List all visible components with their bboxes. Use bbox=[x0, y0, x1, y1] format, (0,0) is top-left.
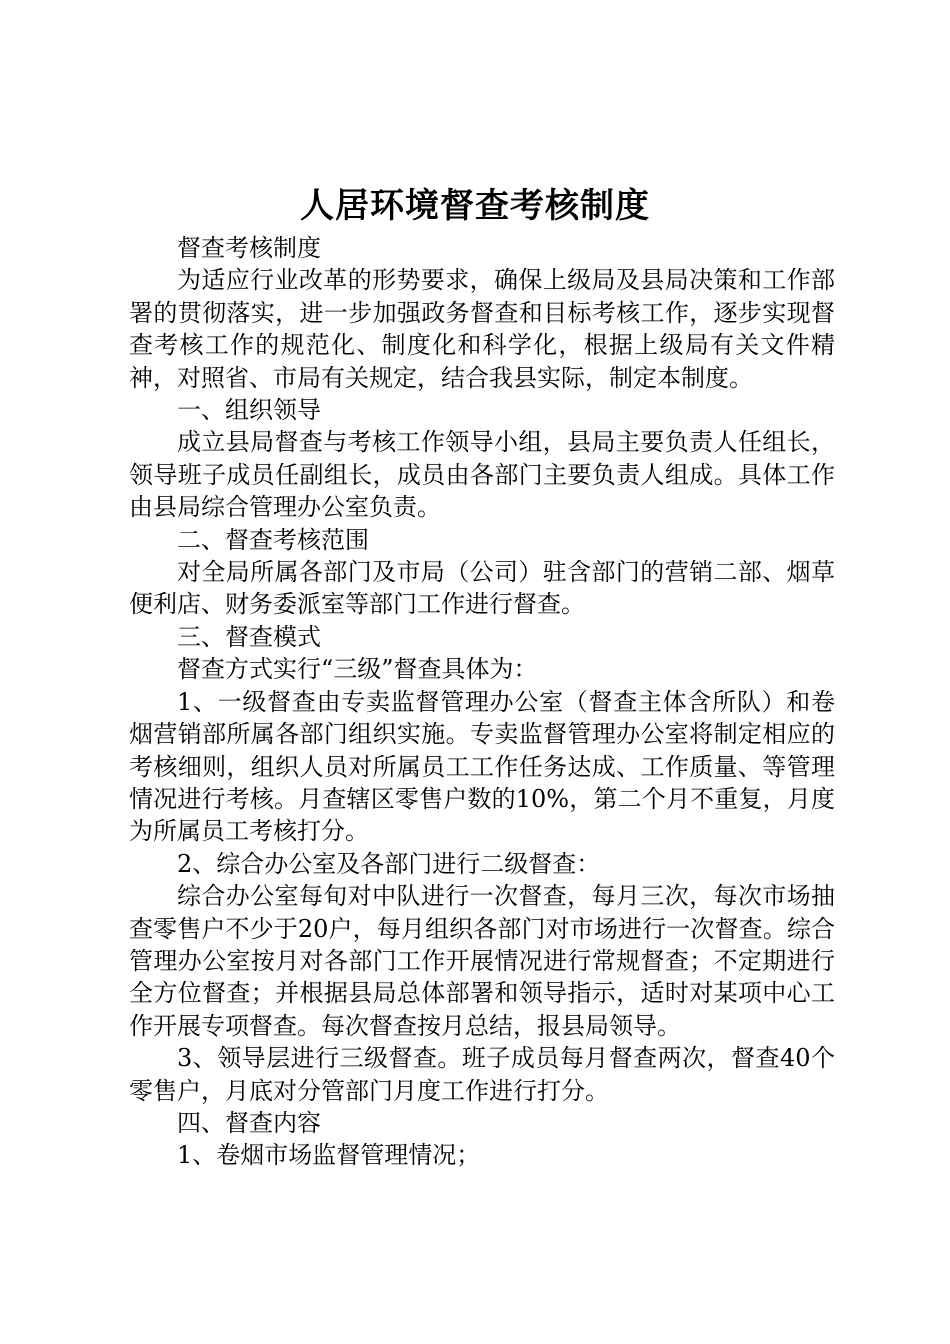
paragraph-level-two: 综合办公室每旬对中队进行一次督查，每月三次，每次市场抽查零售户不少于20户，每月组织各部门对市场进行一次督查。综合管理办公室按月对各部门工作开展情况进行常规督查；不定期进行全方位督查；并根据县局总体部署和领导指示，适时对某项中心工作开展专项督查。每次督查按月总结，报县局领导。 bbox=[129, 882, 835, 1040]
document-title: 人居环境督查考核制度 bbox=[300, 186, 650, 226]
paragraph-mode-intro: 督查方式实行“三级”督查具体为： bbox=[177, 655, 538, 684]
section-heading-mode: 三、督查模式 bbox=[177, 622, 321, 651]
paragraph-content-item-1: 1、卷烟市场监督管理情况； bbox=[177, 1141, 481, 1170]
section-heading-scope: 二、督查考核范围 bbox=[177, 525, 369, 554]
paragraph-level-one: 1、一级督查由专卖监督管理办公室（督查主体含所队）和卷烟营销部所属各部门组织实施。专卖监督管理办公室将制定相应的考核细则，组织人员对所属员工工作任务达成、工作质量、等管理情况进行考核。月查辖区零售户数的10%，第二个月不重复，月度为所属员工考核打分。 bbox=[129, 687, 835, 846]
section-heading-content: 四、督查内容 bbox=[177, 1108, 321, 1137]
paragraph-level-two-heading: 2、综合办公室及各部门进行二级督查： bbox=[177, 849, 601, 878]
paragraph-level-three: 3、领导层进行三级督查。班子成员每月督查两次，督查40个零售户，月底对分管部门月度工作进行打分。 bbox=[129, 1044, 835, 1105]
paragraph-intro: 为适应行业改革的形势要求，确保上级局及县局决策和工作部署的贯彻落实，进一步加强政务督查和目标考核工作，逐步实现督查考核工作的规范化、制度化和科学化，根据上级局有关文件精神，对照省、市局有关规定，结合我县实际，制定本制度。 bbox=[129, 266, 835, 392]
document-body bbox=[129, 232, 835, 1172]
paragraph-organization: 成立县局督查与考核工作领导小组，县局主要负责人任组长，领导班子成员任副组长，成员由各部门主要负责人组成。具体工作由县局综合管理办公室负责。 bbox=[129, 428, 835, 522]
paragraph-subtitle: 督查考核制度 bbox=[177, 234, 321, 262]
section-heading-organization: 一、组织领导 bbox=[177, 396, 321, 425]
paragraph-scope: 对全局所属各部门及市局（公司）驻含部门的营销二部、烟草便利店、财务委派室等部门工作进行督查。 bbox=[129, 558, 835, 619]
